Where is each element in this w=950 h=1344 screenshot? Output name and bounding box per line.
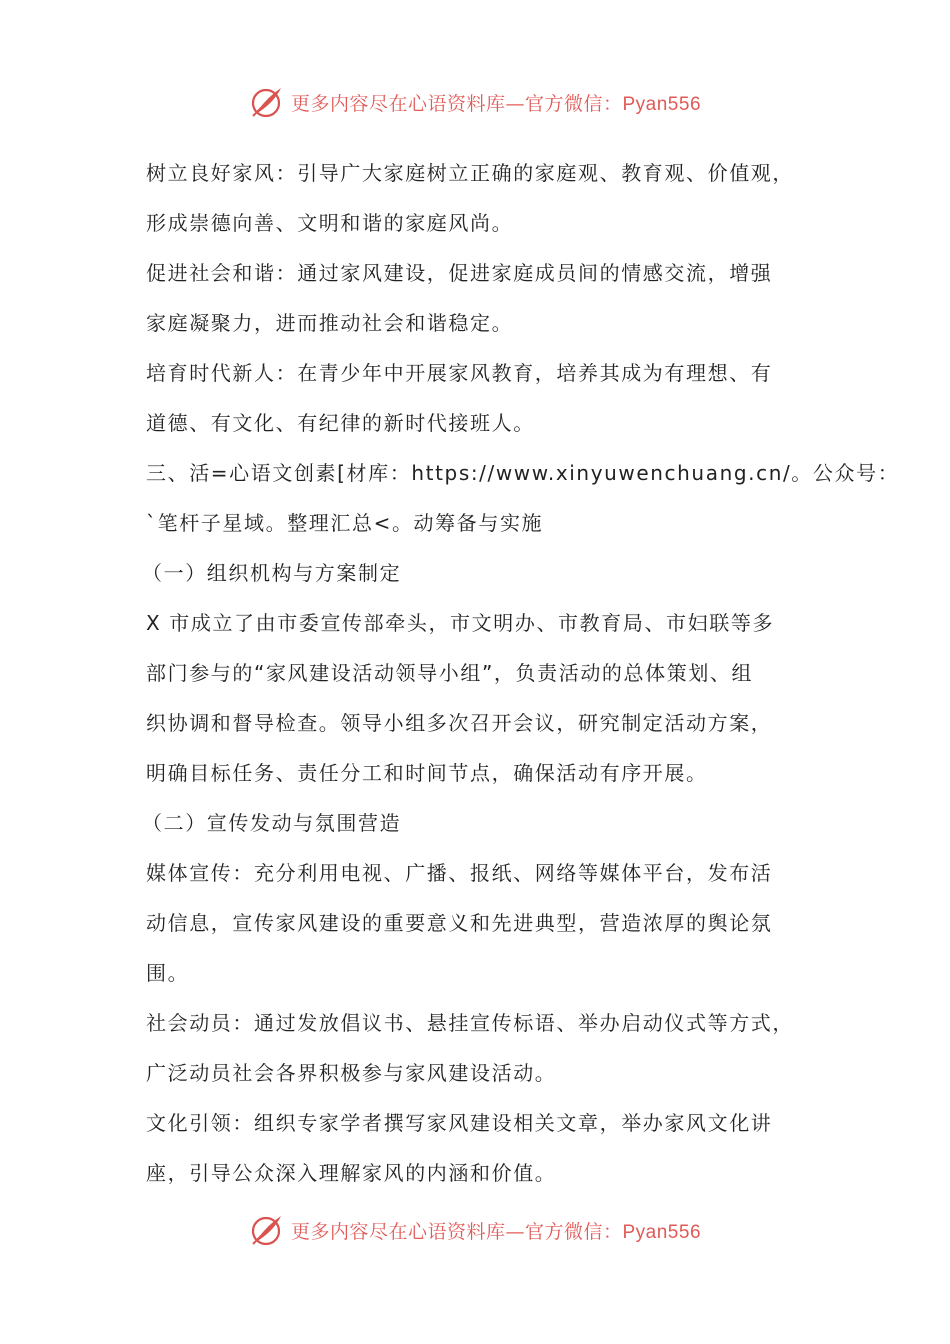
footer-banner-wechat-id: Pyan556 [622,1221,702,1243]
text-line: 家庭凝聚力，进而推动社会和谐稳定。 [146,311,514,335]
document-body [142,148,900,1198]
text-line: 形成崇德向善、文明和谐的家庭风尚。 [146,211,514,235]
text-line: 围。 [146,961,190,985]
text-line: 座，引导公众深入理解家风的内涵和价值。 [146,1161,557,1185]
text-line: 广泛动员社会各界积极参与家风建设活动。 [146,1061,557,1085]
text-line: 织协调和督导检查。领导小组多次召开会议，研究制定活动方案， [146,711,773,735]
text-line: 文化引领：组织专家学者撰写家风建设相关文章，举办家风文化讲 [146,1111,773,1135]
header-banner [0,82,950,122]
text-line: 社会动员：通过发放倡议书、悬挂宣传标语、举办启动仪式等方式， [146,1011,794,1035]
text-line: 明确目标任务、责任分工和时间节点，确保活动有序开展。 [146,761,708,785]
text-line: 动信息，宣传家风建设的重要意义和先进典型，营造浓厚的舆论氛 [146,911,773,935]
header-banner-slogan: 更多内容尽在心语资料库—官方微信： [290,92,623,115]
section-heading: 三、活=心语文创素[材库：https://www.xinyuwenchuang.cn/。公众号： [146,461,900,485]
footer-banner-slogan: 更多内容尽在心语资料库—官方微信： [290,1220,623,1243]
text-line: 部门参与的“家风建设活动领导小组”，负责活动的总体策划、组 [146,661,754,685]
text-line: X 市成立了由市委宣传部牵头，市文明办、市教育局、市妇联等多 [146,611,775,635]
text-line: 促进社会和谐：通过家风建设，促进家庭成员间的情感交流，增强 [146,261,773,285]
text-line: 媒体宣传：充分利用电视、广播、报纸、网络等媒体平台，发布活 [146,861,773,885]
footer-banner-text [291,1217,701,1244]
quill-logo-icon [249,84,285,120]
header-banner-wechat-id: Pyan556 [622,93,702,115]
text-line: 培育时代新人：在青少年中开展家风教育，培养其成为有理想、有 [146,361,773,385]
header-banner-text [291,89,701,116]
text-line: 树立良好家风：引导广大家庭树立正确的家庭观、教育观、价值观， [146,161,794,185]
text-line: `笔杆子星域。整理汇总<。动筹备与实施 [146,511,544,535]
footer-banner [0,1210,950,1250]
subsection-heading: （一）组织机构与方案制定 [142,561,402,585]
quill-logo-icon [249,1212,285,1248]
subsection-heading: （二）宣传发动与氛围营造 [142,811,402,835]
text-line: 道德、有文化、有纪律的新时代接班人。 [146,411,535,435]
